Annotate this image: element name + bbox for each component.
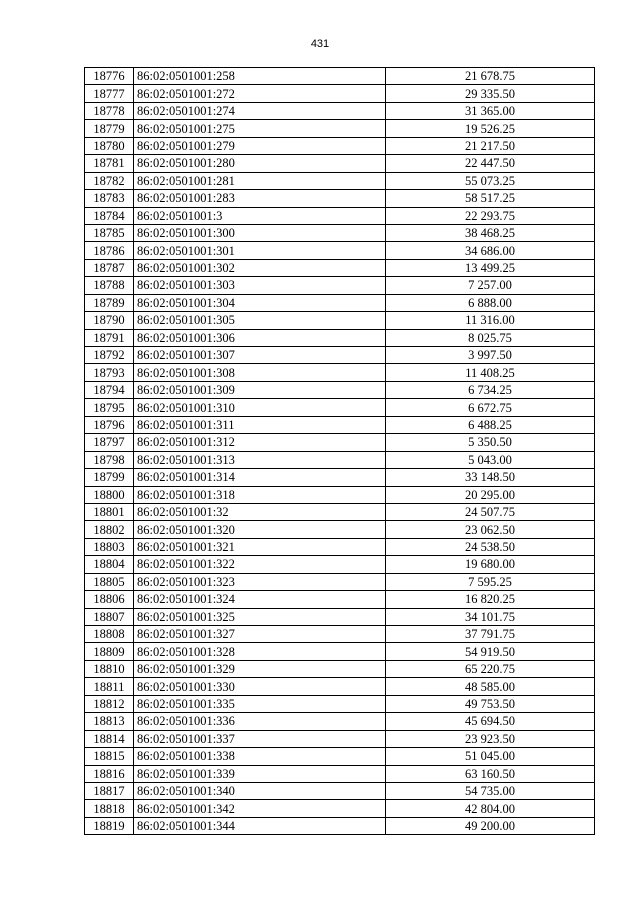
- value-cell: 6 672.75: [386, 399, 595, 416]
- cadastral-number-cell: 86:02:0501001:322: [134, 556, 386, 573]
- value-cell: 23 923.50: [386, 730, 595, 747]
- table-row: [85, 556, 595, 573]
- cadastral-number-cell: 86:02:0501001:306: [134, 329, 386, 346]
- page-number: 431: [310, 38, 330, 50]
- value-cell: 45 694.50: [386, 713, 595, 730]
- cadastral-number-cell: 86:02:0501001:321: [134, 538, 386, 555]
- cadastral-number-cell: 86:02:0501001:300: [134, 224, 386, 241]
- table-row: [85, 695, 595, 712]
- cadastral-number-cell: 86:02:0501001:307: [134, 347, 386, 364]
- cadastral-number-cell: 86:02:0501001:275: [134, 120, 386, 137]
- row-number-cell: 18779: [85, 120, 134, 137]
- table-row: [85, 294, 595, 311]
- row-number-cell: 18817: [85, 782, 134, 799]
- cadastral-number-cell: 86:02:0501001:329: [134, 660, 386, 677]
- row-number-cell: 18783: [85, 190, 134, 207]
- row-number-cell: 18819: [85, 817, 134, 834]
- value-cell: 20 295.00: [386, 486, 595, 503]
- row-number-cell: 18816: [85, 765, 134, 782]
- table-row: [85, 573, 595, 590]
- value-cell: 3 997.50: [386, 347, 595, 364]
- table-row: [85, 102, 595, 119]
- cadastral-number-cell: 86:02:0501001:312: [134, 434, 386, 451]
- row-number-cell: 18802: [85, 521, 134, 538]
- cadastral-number-cell: 86:02:0501001:323: [134, 573, 386, 590]
- row-number-cell: 18782: [85, 172, 134, 189]
- table-row: [85, 800, 595, 817]
- cadastral-number-cell: 86:02:0501001:308: [134, 364, 386, 381]
- table-row: [85, 381, 595, 398]
- value-cell: 49 200.00: [386, 817, 595, 834]
- table-row: [85, 608, 595, 625]
- table-row: [85, 85, 595, 102]
- cadastral-number-cell: 86:02:0501001:274: [134, 102, 386, 119]
- cadastral-number-cell: 86:02:0501001:283: [134, 190, 386, 207]
- cadastral-number-cell: 86:02:0501001:342: [134, 800, 386, 817]
- cadastral-number-cell: 86:02:0501001:337: [134, 730, 386, 747]
- table-row: [85, 503, 595, 520]
- cadastral-number-cell: 86:02:0501001:280: [134, 155, 386, 172]
- row-number-cell: 18809: [85, 643, 134, 660]
- row-number-cell: 18818: [85, 800, 134, 817]
- cadastral-number-cell: 86:02:0501001:318: [134, 486, 386, 503]
- row-number-cell: 18814: [85, 730, 134, 747]
- table-row: [85, 434, 595, 451]
- table-row: [85, 416, 595, 433]
- value-cell: 11 408.25: [386, 364, 595, 381]
- table-row: [85, 591, 595, 608]
- row-number-cell: 18794: [85, 381, 134, 398]
- value-cell: 31 365.00: [386, 102, 595, 119]
- row-number-cell: 18799: [85, 469, 134, 486]
- cadastral-number-cell: 86:02:0501001:279: [134, 137, 386, 154]
- cadastral-number-cell: 86:02:0501001:302: [134, 259, 386, 276]
- cadastral-number-cell: 86:02:0501001:309: [134, 381, 386, 398]
- cadastral-number-cell: 86:02:0501001:325: [134, 608, 386, 625]
- row-number-cell: 18803: [85, 538, 134, 555]
- value-cell: 37 791.75: [386, 626, 595, 643]
- cadastral-number-cell: 86:02:0501001:305: [134, 312, 386, 329]
- cadastral-number-cell: 86:02:0501001:327: [134, 626, 386, 643]
- row-number-cell: 18777: [85, 85, 134, 102]
- row-number-cell: 18788: [85, 277, 134, 294]
- row-number-cell: 18804: [85, 556, 134, 573]
- value-cell: 11 316.00: [386, 312, 595, 329]
- cadastral-number-cell: 86:02:0501001:303: [134, 277, 386, 294]
- table-row: [85, 451, 595, 468]
- table-row: [85, 277, 595, 294]
- cadastral-number-cell: 86:02:0501001:281: [134, 172, 386, 189]
- register-table-body: [85, 68, 595, 835]
- table-row: [85, 207, 595, 224]
- row-number-cell: 18784: [85, 207, 134, 224]
- value-cell: 42 804.00: [386, 800, 595, 817]
- table-row: [85, 538, 595, 555]
- value-cell: 24 538.50: [386, 538, 595, 555]
- row-number-cell: 18787: [85, 259, 134, 276]
- row-number-cell: 18812: [85, 695, 134, 712]
- value-cell: 6 888.00: [386, 294, 595, 311]
- row-number-cell: 18796: [85, 416, 134, 433]
- value-cell: 23 062.50: [386, 521, 595, 538]
- table-row: [85, 643, 595, 660]
- cadastral-number-cell: 86:02:0501001:272: [134, 85, 386, 102]
- row-number-cell: 18805: [85, 573, 134, 590]
- value-cell: 16 820.25: [386, 591, 595, 608]
- row-number-cell: 18793: [85, 364, 134, 381]
- table-row: [85, 713, 595, 730]
- table-row: [85, 364, 595, 381]
- row-number-cell: 18800: [85, 486, 134, 503]
- value-cell: 65 220.75: [386, 660, 595, 677]
- cadastral-number-cell: 86:02:0501001:335: [134, 695, 386, 712]
- cadastral-number-cell: 86:02:0501001:324: [134, 591, 386, 608]
- table-row: [85, 120, 595, 137]
- register-table: [84, 67, 595, 835]
- table-row: [85, 259, 595, 276]
- value-cell: 24 507.75: [386, 503, 595, 520]
- cadastral-number-cell: 86:02:0501001:310: [134, 399, 386, 416]
- row-number-cell: 18798: [85, 451, 134, 468]
- value-cell: 21 217.50: [386, 137, 595, 154]
- table-row: [85, 660, 595, 677]
- table-row: [85, 469, 595, 486]
- cadastral-number-cell: 86:02:0501001:336: [134, 713, 386, 730]
- table-row: [85, 678, 595, 695]
- value-cell: 51 045.00: [386, 748, 595, 765]
- row-number-cell: 18789: [85, 294, 134, 311]
- table-row: [85, 172, 595, 189]
- row-number-cell: 18786: [85, 242, 134, 259]
- value-cell: 22 293.75: [386, 207, 595, 224]
- row-number-cell: 18815: [85, 748, 134, 765]
- value-cell: 7 257.00: [386, 277, 595, 294]
- table-row: [85, 782, 595, 799]
- value-cell: 29 335.50: [386, 85, 595, 102]
- table-row: [85, 137, 595, 154]
- table-row: [85, 347, 595, 364]
- value-cell: 8 025.75: [386, 329, 595, 346]
- cadastral-number-cell: 86:02:0501001:32: [134, 503, 386, 520]
- value-cell: 58 517.25: [386, 190, 595, 207]
- value-cell: 21 678.75: [386, 68, 595, 85]
- cadastral-number-cell: 86:02:0501001:338: [134, 748, 386, 765]
- cadastral-number-cell: 86:02:0501001:301: [134, 242, 386, 259]
- value-cell: 54 735.00: [386, 782, 595, 799]
- row-number-cell: 18808: [85, 626, 134, 643]
- table-row: [85, 329, 595, 346]
- value-cell: 38 468.25: [386, 224, 595, 241]
- row-number-cell: 18811: [85, 678, 134, 695]
- table-row: [85, 730, 595, 747]
- value-cell: 6 734.25: [386, 381, 595, 398]
- cadastral-number-cell: 86:02:0501001:3: [134, 207, 386, 224]
- value-cell: 6 488.25: [386, 416, 595, 433]
- value-cell: 19 680.00: [386, 556, 595, 573]
- cadastral-number-cell: 86:02:0501001:344: [134, 817, 386, 834]
- table-row: [85, 626, 595, 643]
- row-number-cell: 18813: [85, 713, 134, 730]
- value-cell: 33 148.50: [386, 469, 595, 486]
- value-cell: 13 499.25: [386, 259, 595, 276]
- cadastral-number-cell: 86:02:0501001:311: [134, 416, 386, 433]
- row-number-cell: 18781: [85, 155, 134, 172]
- cadastral-number-cell: 86:02:0501001:258: [134, 68, 386, 85]
- table-row: [85, 224, 595, 241]
- row-number-cell: 18807: [85, 608, 134, 625]
- row-number-cell: 18776: [85, 68, 134, 85]
- value-cell: 34 101.75: [386, 608, 595, 625]
- table-row: [85, 817, 595, 834]
- table-row: [85, 486, 595, 503]
- value-cell: 49 753.50: [386, 695, 595, 712]
- cadastral-number-cell: 86:02:0501001:328: [134, 643, 386, 660]
- value-cell: 55 073.25: [386, 172, 595, 189]
- row-number-cell: 18780: [85, 137, 134, 154]
- table-row: [85, 312, 595, 329]
- table-row: [85, 155, 595, 172]
- cadastral-number-cell: 86:02:0501001:339: [134, 765, 386, 782]
- row-number-cell: 18806: [85, 591, 134, 608]
- value-cell: 22 447.50: [386, 155, 595, 172]
- cadastral-number-cell: 86:02:0501001:320: [134, 521, 386, 538]
- row-number-cell: 18795: [85, 399, 134, 416]
- cadastral-number-cell: 86:02:0501001:340: [134, 782, 386, 799]
- table-row: [85, 242, 595, 259]
- cadastral-number-cell: 86:02:0501001:313: [134, 451, 386, 468]
- value-cell: 19 526.25: [386, 120, 595, 137]
- table-row: [85, 190, 595, 207]
- cadastral-number-cell: 86:02:0501001:304: [134, 294, 386, 311]
- row-number-cell: 18792: [85, 347, 134, 364]
- table-row: [85, 765, 595, 782]
- table-row: [85, 68, 595, 85]
- value-cell: 7 595.25: [386, 573, 595, 590]
- value-cell: 5 043.00: [386, 451, 595, 468]
- row-number-cell: 18797: [85, 434, 134, 451]
- value-cell: 48 585.00: [386, 678, 595, 695]
- value-cell: 63 160.50: [386, 765, 595, 782]
- cadastral-number-cell: 86:02:0501001:314: [134, 469, 386, 486]
- row-number-cell: 18801: [85, 503, 134, 520]
- row-number-cell: 18778: [85, 102, 134, 119]
- value-cell: 5 350.50: [386, 434, 595, 451]
- table-row: [85, 399, 595, 416]
- row-number-cell: 18810: [85, 660, 134, 677]
- table-row: [85, 521, 595, 538]
- table-row: [85, 748, 595, 765]
- value-cell: 54 919.50: [386, 643, 595, 660]
- row-number-cell: 18785: [85, 224, 134, 241]
- value-cell: 34 686.00: [386, 242, 595, 259]
- row-number-cell: 18790: [85, 312, 134, 329]
- row-number-cell: 18791: [85, 329, 134, 346]
- cadastral-number-cell: 86:02:0501001:330: [134, 678, 386, 695]
